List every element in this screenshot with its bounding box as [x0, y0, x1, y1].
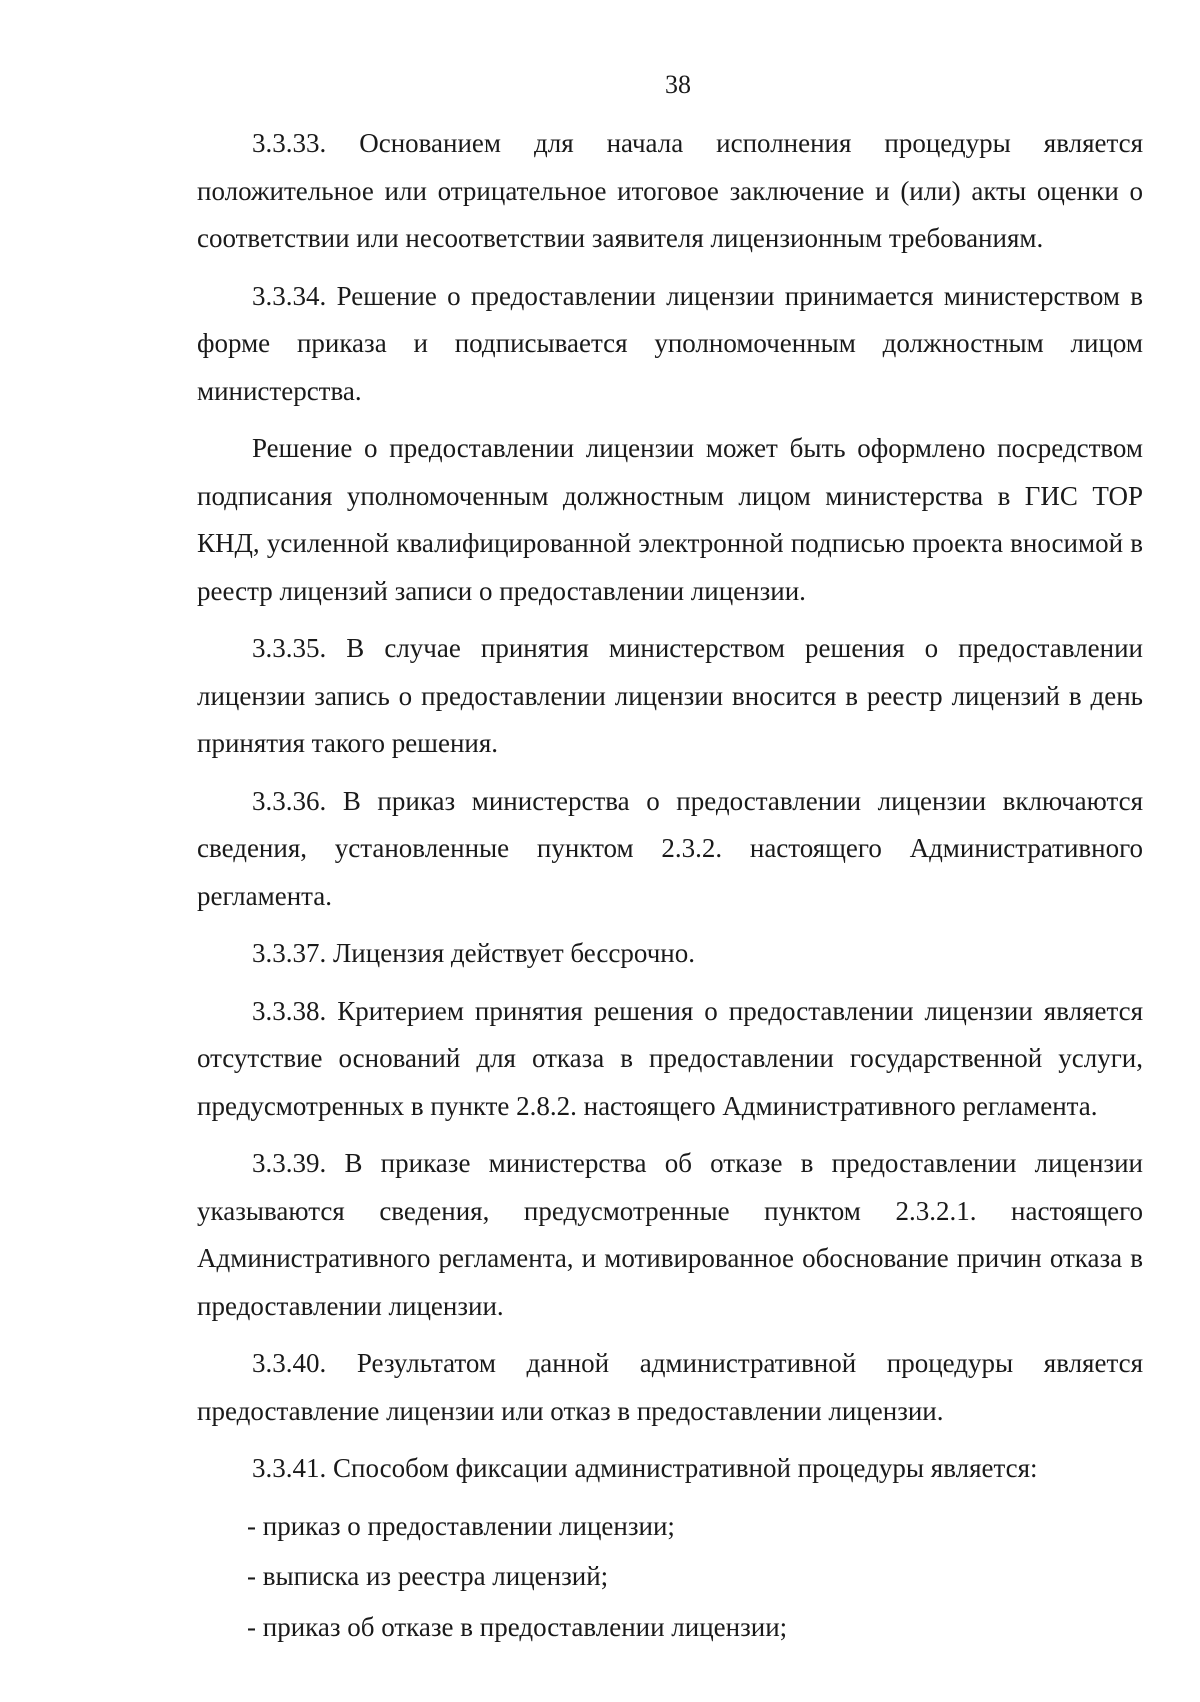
- page-number: 38: [665, 70, 691, 99]
- paragraph-3-3-36: 3.3.36. В приказ министерства о предоставлении лицензии включаются сведения, установленные пунктом 2.3.2. настоящего Административного регламента.: [197, 785, 1143, 911]
- paragraph-3-3-35: 3.3.35. В случае принятия министерством решения о предоставлении лицензии запись о предоставлении лицензии вносится в реестр лицензий в день принятия такого решения.: [197, 633, 1143, 758]
- paragraph-3-3-34: 3.3.34. Решение о предоставлении лицензии принимается министерством в форме приказа и подписывается уполномоченным должностным лицом министерства.: [197, 280, 1143, 406]
- paragraph-3-3-41: 3.3.41. Способом фиксации административной процедуры является:: [252, 1453, 1038, 1483]
- paragraph-3-3-39: 3.3.39. В приказе министерства об отказе в предоставлении лицензии указываются сведения, предусмотренные пунктом 2.3.2.1. настоящего Административного регламента, и мотивированное обоснование причин отказа в предоставлении лицензии.: [197, 1148, 1143, 1321]
- paragraph-3-3-37: 3.3.37. Лицензия действует бессрочно.: [252, 938, 695, 968]
- paragraph-3-3-33: 3.3.33. Основанием для начала исполнения процедуры является положительное или отрицательное итоговое заключение и (или) акты оценки о соответствии или несоответствии заявителя лицензионным требованиям.: [197, 128, 1143, 253]
- list-item: - приказ об отказе в предоставлении лицензии;: [247, 1611, 788, 1642]
- list-item: - приказ о предоставлении лицензии;: [247, 1510, 675, 1541]
- paragraph-decision-signing: Решение о предоставлении лицензии может быть оформлено посредством подписания уполномоченным должностным лицом министерства в ГИС ТОР КНД, усиленной квалифицированной электронной подписью проекта вносимой в реестр лицензий записи о предоставлении лицензии.: [197, 433, 1143, 606]
- list-item: - выписка из реестра лицензий;: [247, 1561, 609, 1591]
- document-body: [197, 120, 1143, 1654]
- paragraph-3-3-40: 3.3.40. Результатом данной административной процедуры является предоставление лицензии или отказ в предоставлении лицензии.: [197, 1348, 1143, 1426]
- paragraph-3-3-38: 3.3.38. Критерием принятия решения о предоставлении лицензии является отсутствие оснований для отказа в предоставлении государственной услуги, предусмотренных в пункте 2.8.2. настоящего Административного регламента.: [197, 995, 1143, 1121]
